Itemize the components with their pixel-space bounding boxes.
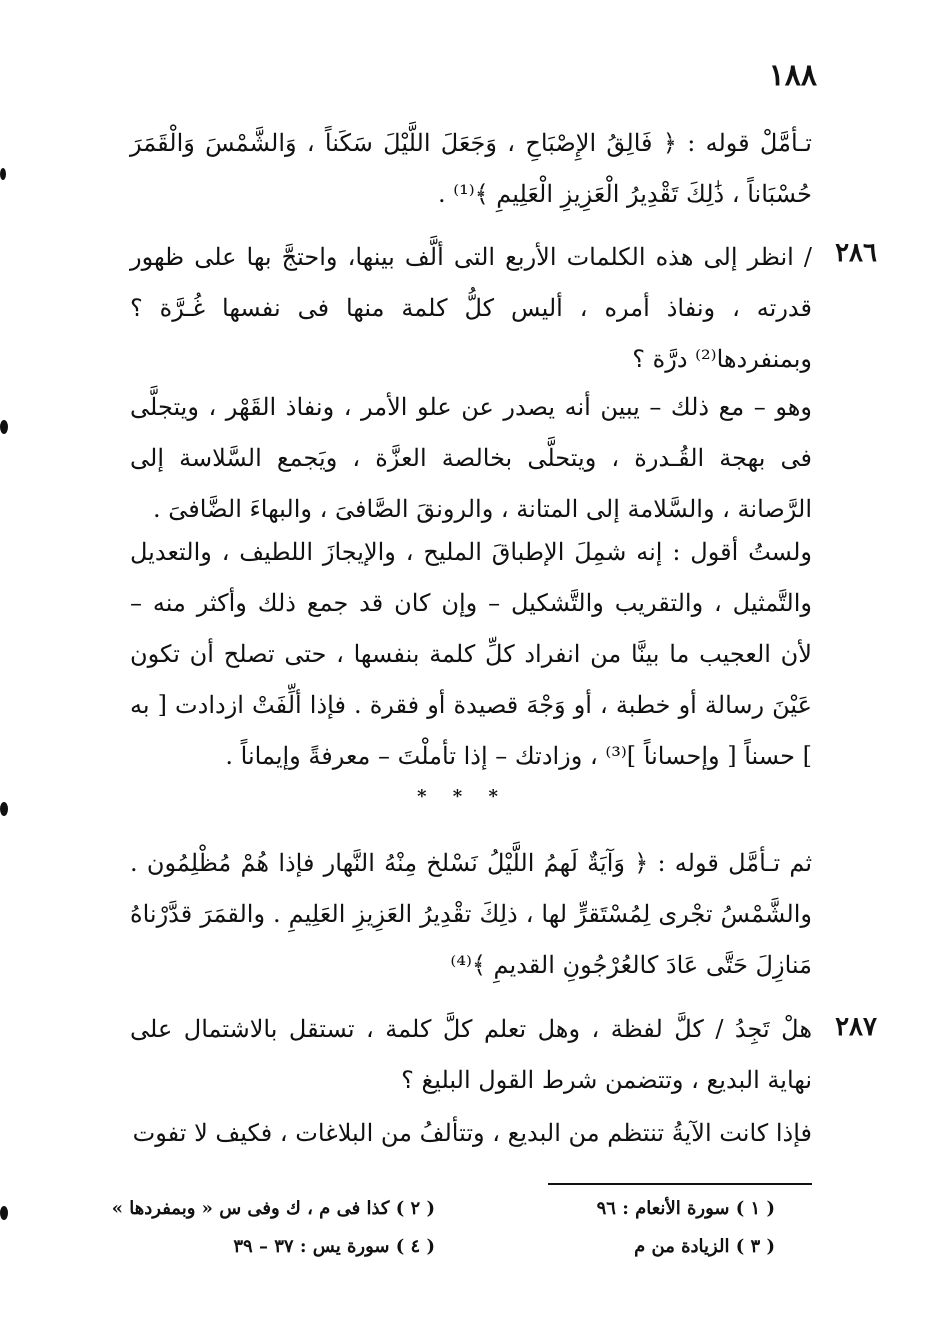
paragraph-286: / انظر إلى هذه الكلمات الأربع التى ألَّف بينها، واحتجَّ بها على ظهور قدرته ، ونفاذ أمره ، أليس كلُّ كلمة منها فى نفسها غُـرَّة ؟ وبمنفردها⁽²⁾ درَّة ؟ [130,243,812,373]
scan-mark [0,168,6,180]
scan-mark [0,420,8,434]
paragraph-verse-1: تـأمَّلْ قوله : ﴿ فَالِقُ الإِصْبَاحِ ، وَجَعَلَ اللَّيْلَ سَكَناً ، وَالشَّمْسَ وَالْقَمَرَ حُسْبَاناً ، ذَٰلِكَ تَقْدِيرُ الْعَزِيزِ الْعَلِيمِ ﴾⁽¹⁾ . [130,129,812,208]
footnote-2: ( ٢ ) كذا فى م ، ك وفى س « وبمفردها » [111,1198,435,1219]
paragraph-287: هلْ تَجِدُ / كلَّ لفظة ، وهل تعلم كلَّ كلمة ، تستقل بالاشتمال على نهاية البديع ، وتتضمن شرط القول البليغ ؟ [130,1015,812,1094]
paragraph-commentary: ولستُ أقول : إنه شمِلَ الإطباقَ المليح ، والإيجازَ اللطيف ، والتعديل والتَّمثيل ، والتقريب والتَّشكيل – وإن كان قد جمع ذلك وأكثر منه – لأن العجيب ما بينَّا من انفراد كلِّ كلمة بنفسها ، حتى تصلح أن تكون عَيْنَ رسالة أو خطبة ، أو وَجْهَ قصيدة أو فقرة . فإذا ألِّفَتْ ازدادت [ به ] حسناً [ وإحساناً ]⁽³⁾ ، وزادتك – إذا تأملْتَ – معرفةً وإيماناً . [130,538,812,770]
paragraph-closing: فإذا كانت الآيةُ تنتظم من البديع ، وتتألفُ من البلاغات ، فكيف لا تفوت [132,1119,812,1147]
footnote-rule [548,1183,812,1185]
paragraph-eloquence: وهو – مع ذلك – يبين أنه يصدر عن علو الأمر ، ونفاذ القَهْر ، ويتجلَّى فى بهجة القُـدرة ، ويتحلَّى بخالصة العزَّة ، ويَجمع السَّلاسة إلى الرَّصانة ، والسَّلامة إلى المتانة ، والرونقَ الصَّافىَ ، والبهاءَ الضَّافىَ . [130,393,812,523]
paragraph-verse-2: ثم تـأمَّل قوله : ﴿ وَآيَةٌ لَهمُ اللَّيْلُ نَسْلخ مِنْهُ النَّهار فإذا هُمْ مُظْلِمُون . والشَّمْسُ تجْرى لِمُسْتَقرٍّ لها ، ذلِكَ تقْدِيرُ العَزِيزِ العَلِيمِ . والقمَرَ قدَّرْناهُ مَنازِلَ حَتَّى عَادَ كالعُرْجُونِ القديمِ ﴾⁽⁴⁾ [130,849,812,979]
scan-mark [0,1206,8,1220]
footnote-1: ( ١ ) سورة الأنعام : ٩٦ [596,1198,775,1219]
footnote-4: ( ٤ ) سورة يس : ٣٧ – ٣٩ [233,1236,435,1257]
scan-mark [0,802,8,816]
page-number: ١٨٨ [768,58,817,93]
footnote-3: ( ٣ ) الزيادة من م [634,1236,775,1257]
margin-number-287: ٢٨٧ [835,1012,877,1042]
section-separator: * * * [417,786,508,807]
margin-number-286: ٢٨٦ [835,238,877,268]
